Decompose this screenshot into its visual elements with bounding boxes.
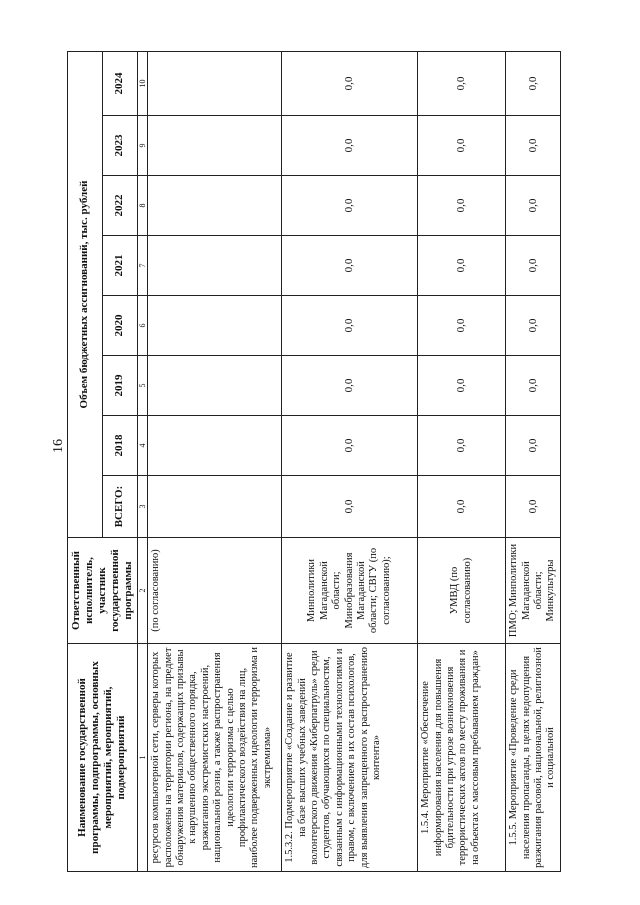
column-number: 3 <box>137 476 147 538</box>
value-cell: 0,0 <box>418 236 506 296</box>
value-cell: 0,0 <box>282 296 418 356</box>
header-total: ВСЕГО: <box>102 476 137 538</box>
table-row <box>418 51 506 871</box>
table-row <box>148 51 282 871</box>
value-cell: 0,0 <box>282 176 418 236</box>
value-cell <box>148 116 282 176</box>
executor-cell: (по согласованию) <box>148 538 282 644</box>
value-cell: 0,0 <box>506 416 561 476</box>
value-cell: 0,0 <box>282 236 418 296</box>
header-year: 2018 <box>102 416 137 476</box>
value-cell <box>148 476 282 538</box>
value-cell: 0,0 <box>506 51 561 115</box>
value-cell: 0,0 <box>418 476 506 538</box>
measure-name: 1.5.5. Мероприятие «Проведение среди населения пропаганды, в целях недопущения разжигания расовой, национальной, религиозной и социальной <box>506 644 561 872</box>
value-cell: 0,0 <box>418 51 506 115</box>
header-year: 2023 <box>102 116 137 176</box>
header-year: 2019 <box>102 356 137 416</box>
header-year: 2024 <box>102 51 137 115</box>
budget-table <box>67 51 561 872</box>
value-cell: 0,0 <box>506 116 561 176</box>
value-cell: 0,0 <box>282 476 418 538</box>
value-cell <box>148 356 282 416</box>
value-cell: 0,0 <box>506 236 561 296</box>
header-year: 2021 <box>102 236 137 296</box>
value-cell: 0,0 <box>418 416 506 476</box>
executor-cell: УМВД (по согласованию) <box>418 538 506 644</box>
executor-cell: Минполитики Магаданской области; Минобразования Магаданской области; СВГУ (по согласованию); <box>282 538 418 644</box>
value-cell: 0,0 <box>418 116 506 176</box>
value-cell: 0,0 <box>506 176 561 236</box>
value-cell <box>148 416 282 476</box>
measure-name: 1.5.3.2. Подмероприятие «Создание и развитие на базе высших учебных заведений волонтерского движения «Киберпатруль» среди студентов, обучающихся по специальностям, связанным с информационными технологиями и правом, с включением в их состав психологов, для выявления запрещенного к распространению контента» <box>282 644 418 872</box>
header-name: Наименование государственной программы, подпрограммы, основных мероприятий, мероприятий, подмероприятий <box>68 644 138 872</box>
measure-name: 1.5.4. Мероприятие «Обеспечение информирования населения для повышения бдительности при угрозе возникновения террористических актов по месту проживания и на объектах с массовым пребыванием граждан» <box>418 644 506 872</box>
value-cell <box>148 236 282 296</box>
column-number: 8 <box>137 176 147 236</box>
value-cell: 0,0 <box>282 116 418 176</box>
executor-cell: ПМО; Минполитики Магаданской области; Минкультуры <box>506 538 561 644</box>
value-cell: 0,0 <box>506 476 561 538</box>
value-cell: 0,0 <box>282 51 418 115</box>
header-year: 2020 <box>102 296 137 356</box>
table-row <box>506 51 561 871</box>
column-number: 7 <box>137 236 147 296</box>
column-number: 10 <box>137 51 147 115</box>
value-cell: 0,0 <box>506 356 561 416</box>
value-cell <box>148 296 282 356</box>
value-cell <box>148 51 282 115</box>
table-row <box>282 51 418 871</box>
column-number: 9 <box>137 116 147 176</box>
value-cell: 0,0 <box>418 356 506 416</box>
page-number: 16 <box>51 439 66 453</box>
column-number: 6 <box>137 296 147 356</box>
header-year: 2022 <box>102 176 137 236</box>
column-number: 2 <box>137 538 147 644</box>
header-budget: Объем бюджетных ассигнований, тыс. рублей <box>68 51 103 537</box>
value-cell: 0,0 <box>418 296 506 356</box>
header-row-1 <box>68 51 103 871</box>
column-number-row <box>137 51 147 871</box>
value-cell: 0,0 <box>282 356 418 416</box>
rotated-page-content <box>67 52 573 872</box>
column-number: 4 <box>137 416 147 476</box>
column-number: 1 <box>137 644 147 872</box>
measure-name: ресурсов компьютерной сети, серверы которых расположены на территории региона, на предмет обнаружения материалов, содержащих призывы к нарушению общественного порядка, разжиганию экстремистских настроений, национальной розни, а также распространения идеологии терроризма с целью профилактического воздействия на лиц, наиболее подверженных идеологии терроризма и экстремизма» <box>148 644 282 872</box>
value-cell: 0,0 <box>282 416 418 476</box>
column-number: 5 <box>137 356 147 416</box>
value-cell <box>148 176 282 236</box>
value-cell: 0,0 <box>418 176 506 236</box>
value-cell: 0,0 <box>506 296 561 356</box>
header-executor: Ответственный исполнитель, участник государственной программы <box>68 538 138 644</box>
